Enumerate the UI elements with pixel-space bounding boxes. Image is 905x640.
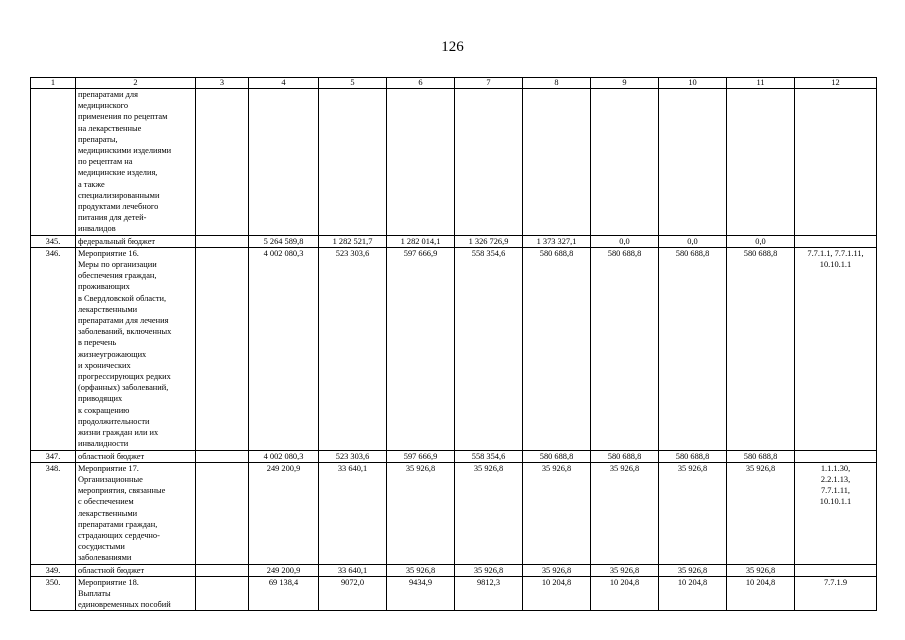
value-text: 580 688,8: [539, 248, 574, 258]
value-text: 33 640,1: [337, 463, 368, 473]
budget-table: [30, 77, 877, 611]
value-text: 10 204,8: [677, 577, 708, 587]
value-text: 35 926,8: [473, 565, 504, 575]
table-row: [31, 235, 877, 247]
value-cell: [727, 462, 795, 564]
value-cell: [727, 564, 795, 576]
row-name-text: Мероприятие 17. Организационные мероприятия, связанные с обеспечением лекарственными препаратами граждан, страдающих сердечно- сосудистыми заболеваниями: [78, 463, 166, 563]
value-cell: [727, 450, 795, 462]
value-cell: [319, 576, 387, 611]
target-indicators-cell: [795, 247, 877, 450]
value-text: 558 354,6: [471, 248, 506, 258]
table-row: [31, 576, 877, 611]
value-text: 5 264 589,8: [263, 236, 304, 246]
row-number-cell: [31, 235, 76, 247]
value-cell: [659, 235, 727, 247]
value-cell: [523, 576, 591, 611]
value-text: 10 204,8: [541, 577, 572, 587]
row-name-cell: [76, 462, 196, 564]
table-row: [31, 247, 877, 450]
row-number-cell: [31, 462, 76, 564]
column-header: 11: [727, 78, 795, 89]
value-cell: [196, 89, 249, 236]
row-number-text: 346.: [45, 248, 61, 258]
value-text: 580 688,8: [607, 451, 642, 461]
column-header: 4: [249, 78, 319, 89]
value-cell: [523, 564, 591, 576]
value-cell: [387, 564, 455, 576]
value-text: 249 200,9: [266, 463, 301, 473]
value-cell: [523, 235, 591, 247]
value-cell: [727, 247, 795, 450]
value-cell: [319, 247, 387, 450]
value-cell: [249, 89, 319, 236]
target-indicators-cell: [795, 462, 877, 564]
value-text: 597 666,9: [403, 451, 438, 461]
value-text: 580 688,8: [743, 451, 778, 461]
value-text: 35 926,8: [745, 463, 776, 473]
value-cell: [455, 564, 523, 576]
row-name-cell: [76, 450, 196, 462]
column-header: 8: [523, 78, 591, 89]
column-header: 7: [455, 78, 523, 89]
column-header: 1: [31, 78, 76, 89]
value-cell: [523, 247, 591, 450]
value-cell: [727, 89, 795, 236]
value-cell: [319, 89, 387, 236]
table-row: [31, 89, 877, 236]
value-text: 4 002 080,3: [263, 451, 304, 461]
target-indicators-cell: [795, 450, 877, 462]
row-number-cell: [31, 89, 76, 236]
value-cell: [196, 564, 249, 576]
value-cell: [249, 450, 319, 462]
row-number-cell: [31, 247, 76, 450]
target-indicators-text: 7.7.1.9: [823, 577, 848, 587]
value-cell: [659, 564, 727, 576]
target-indicators-text: 1.1.1.30, 2.2.1.13, 7.7.1.11, 10.10.1.1: [819, 463, 852, 507]
value-cell: [196, 576, 249, 611]
row-number-text: 347.: [45, 451, 61, 461]
value-text: 1 326 726,9: [468, 236, 509, 246]
value-text: 35 926,8: [405, 565, 436, 575]
value-cell: [387, 462, 455, 564]
target-indicators-cell: [795, 564, 877, 576]
value-cell: [591, 235, 659, 247]
value-text: 0,0: [619, 236, 630, 246]
row-number-text: 345.: [45, 236, 61, 246]
value-text: 35 926,8: [473, 463, 504, 473]
value-cell: [591, 89, 659, 236]
row-name-cell: [76, 564, 196, 576]
row-name-cell: [76, 89, 196, 236]
column-header: 9: [591, 78, 659, 89]
value-cell: [249, 235, 319, 247]
value-cell: [727, 235, 795, 247]
value-cell: [319, 462, 387, 564]
value-cell: [387, 450, 455, 462]
value-cell: [727, 576, 795, 611]
value-cell: [455, 462, 523, 564]
value-cell: [659, 450, 727, 462]
value-text: 69 138,4: [268, 577, 299, 587]
value-text: 0,0: [755, 236, 766, 246]
value-text: 1 282 521,7: [332, 236, 373, 246]
table-row: [31, 564, 877, 576]
value-text: 9812,3: [476, 577, 501, 587]
value-text: 35 926,8: [745, 565, 776, 575]
value-cell: [659, 89, 727, 236]
value-text: 523 303,6: [335, 248, 370, 258]
row-number-text: 350.: [45, 577, 61, 587]
value-text: 580 688,8: [743, 248, 778, 258]
column-header: 2: [76, 78, 196, 89]
value-text: 10 204,8: [745, 577, 776, 587]
value-cell: [455, 247, 523, 450]
target-indicators-cell: [795, 576, 877, 611]
value-cell: [591, 564, 659, 576]
value-cell: [319, 564, 387, 576]
value-text: 35 926,8: [677, 463, 708, 473]
table-row: [31, 450, 877, 462]
row-number-cell: [31, 450, 76, 462]
value-cell: [319, 235, 387, 247]
row-name-text: Мероприятие 16. Меры по организации обеспечения граждан, проживающих в Свердловской области, лекарственными препаратами для лечения заболеваний, включенных в перечень жизнеугрожающих и хронических прогрессирующих редких (орфанных) заболеваний, приводящих к сокращению продолжительности жизни граждан или их инвалидности: [78, 248, 172, 449]
value-text: 580 688,8: [675, 451, 710, 461]
value-text: 523 303,6: [335, 451, 370, 461]
value-text: 580 688,8: [675, 248, 710, 258]
value-cell: [249, 462, 319, 564]
value-cell: [196, 450, 249, 462]
value-text: 35 926,8: [609, 463, 640, 473]
value-cell: [591, 450, 659, 462]
value-text: 558 354,6: [471, 451, 506, 461]
row-name-text: областной бюджет: [78, 565, 145, 575]
value-cell: [659, 247, 727, 450]
page-number: 126: [441, 39, 464, 55]
row-name-cell: [76, 247, 196, 450]
value-text: 580 688,8: [607, 248, 642, 258]
value-cell: [455, 576, 523, 611]
value-text: 35 926,8: [609, 565, 640, 575]
value-cell: [249, 564, 319, 576]
table-row: [31, 462, 877, 564]
value-cell: [196, 235, 249, 247]
value-text: 249 200,9: [266, 565, 301, 575]
value-cell: [387, 247, 455, 450]
value-cell: [591, 462, 659, 564]
value-cell: [387, 576, 455, 611]
target-indicators-cell: [795, 89, 877, 236]
value-cell: [591, 247, 659, 450]
value-cell: [523, 462, 591, 564]
value-text: 0,0: [687, 236, 698, 246]
value-text: 4 002 080,3: [263, 248, 304, 258]
row-name-text: федеральный бюджет: [78, 236, 156, 246]
column-header: 5: [319, 78, 387, 89]
row-number-text: 349.: [45, 565, 61, 575]
row-number-text: 348.: [45, 463, 61, 473]
table-header-row: [31, 78, 877, 89]
value-cell: [196, 462, 249, 564]
value-cell: [387, 89, 455, 236]
value-text: 10 204,8: [609, 577, 640, 587]
row-name-cell: [76, 235, 196, 247]
column-header: 6: [387, 78, 455, 89]
value-text: 597 666,9: [403, 248, 438, 258]
value-cell: [455, 89, 523, 236]
target-indicators-text: 7.7.1.1, 7.7.1.11, 10.10.1.1: [807, 248, 864, 270]
value-text: 9434,9: [408, 577, 433, 587]
value-text: 35 926,8: [541, 565, 572, 575]
value-text: 580 688,8: [539, 451, 574, 461]
value-cell: [455, 450, 523, 462]
row-number-cell: [31, 576, 76, 611]
row-name-text: Мероприятие 18. Выплаты единовременных пособий: [78, 577, 171, 610]
target-indicators-cell: [795, 235, 877, 247]
value-cell: [523, 450, 591, 462]
value-cell: [591, 576, 659, 611]
value-cell: [319, 450, 387, 462]
value-text: 9072,0: [340, 577, 365, 587]
value-cell: [196, 247, 249, 450]
value-cell: [387, 235, 455, 247]
row-name-text: областной бюджет: [78, 451, 145, 461]
row-name-text: препаратами для медицинского применения по рецептам на лекарственные препараты, медицинскими изделиями по рецептам на медицинские изделия, а также специализированными продуктами лечебного питания для детей- инвалидов: [78, 90, 172, 234]
value-text: 33 640,1: [337, 565, 368, 575]
value-cell: [455, 235, 523, 247]
value-cell: [249, 247, 319, 450]
value-cell: [249, 576, 319, 611]
value-cell: [659, 462, 727, 564]
value-text: 1 282 014,1: [400, 236, 441, 246]
value-cell: [659, 576, 727, 611]
column-header: 10: [659, 78, 727, 89]
value-text: 35 926,8: [541, 463, 572, 473]
column-header: 3: [196, 78, 249, 89]
column-header: 12: [795, 78, 877, 89]
value-text: 35 926,8: [405, 463, 436, 473]
value-cell: [523, 89, 591, 236]
row-name-cell: [76, 576, 196, 611]
row-number-cell: [31, 564, 76, 576]
value-text: 35 926,8: [677, 565, 708, 575]
value-text: 1 373 327,1: [536, 236, 577, 246]
